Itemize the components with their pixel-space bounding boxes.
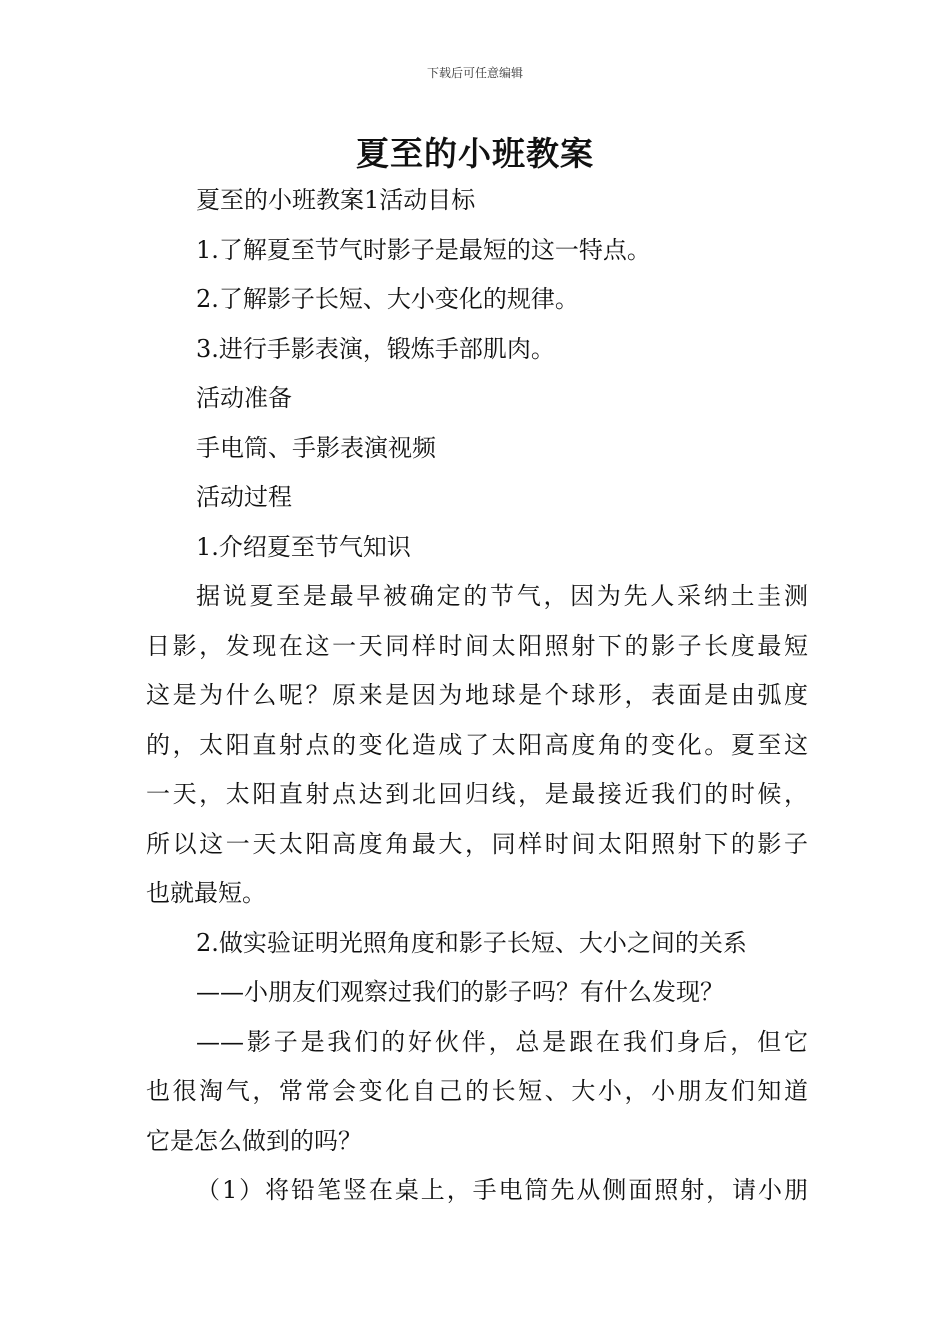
dialogue-line: 也很淘气，常常会变化自己的长短、大小，小朋友们知道 bbox=[146, 1077, 808, 1105]
objective-item: 1.了解夏至节气时影子是最短的这一特点。 bbox=[196, 235, 651, 264]
section-heading-preparation: 活动准备 bbox=[196, 384, 292, 412]
dialogue-line: 它是怎么做到的吗？ bbox=[146, 1126, 362, 1155]
paragraph-line: 这是为什么呢？原来是因为地球是个球形，表面是由弧度 bbox=[146, 681, 808, 709]
dialogue-line: ——小朋友们观察过我们的影子吗？有什么发现？ bbox=[196, 978, 724, 1006]
section-heading-objectives: 夏至的小班教案1活动目标 bbox=[196, 186, 476, 214]
header-note: 下载后可任意编辑 bbox=[426, 66, 523, 80]
paragraph-line: 也就最短。 bbox=[146, 879, 266, 907]
paragraph-line: 日影，发现在这一天同样时间太阳照射下的影子长度最短 bbox=[146, 631, 808, 660]
document-title: 夏至的小班教案 bbox=[356, 134, 594, 173]
paragraph-line: 一天，太阳直射点达到北回归线，是最接近我们的时候， bbox=[146, 780, 808, 808]
dialogue-line: ——影子是我们的好伙伴，总是跟在我们身后，但它 bbox=[196, 1027, 808, 1056]
paragraph-line: （1）将铅笔竖在桌上，手电筒先从侧面照射，请小朋 bbox=[196, 1176, 808, 1204]
section-heading-process: 活动过程 bbox=[196, 483, 292, 511]
process-step-heading: 1.介绍夏至节气知识 bbox=[196, 532, 411, 561]
document-body bbox=[146, 176, 808, 1216]
paragraph-line: 据说夏至是最早被确定的节气，因为先人采纳土圭测 bbox=[196, 582, 808, 610]
objective-item: 3.进行手影表演，锻炼手部肌肉。 bbox=[196, 334, 555, 363]
paragraph-line: 的，太阳直射点的变化造成了太阳高度角的变化。夏至这 bbox=[146, 730, 808, 759]
process-step-heading: 2.做实验证明光照角度和影子长短、大小之间的关系 bbox=[196, 928, 747, 957]
preparation-text: 手电筒、手影表演视频 bbox=[196, 433, 436, 462]
paragraph-line: 所以这一天太阳高度角最大，同样时间太阳照射下的影子 bbox=[146, 829, 808, 858]
objective-item: 2.了解影子长短、大小变化的规律。 bbox=[196, 285, 579, 313]
